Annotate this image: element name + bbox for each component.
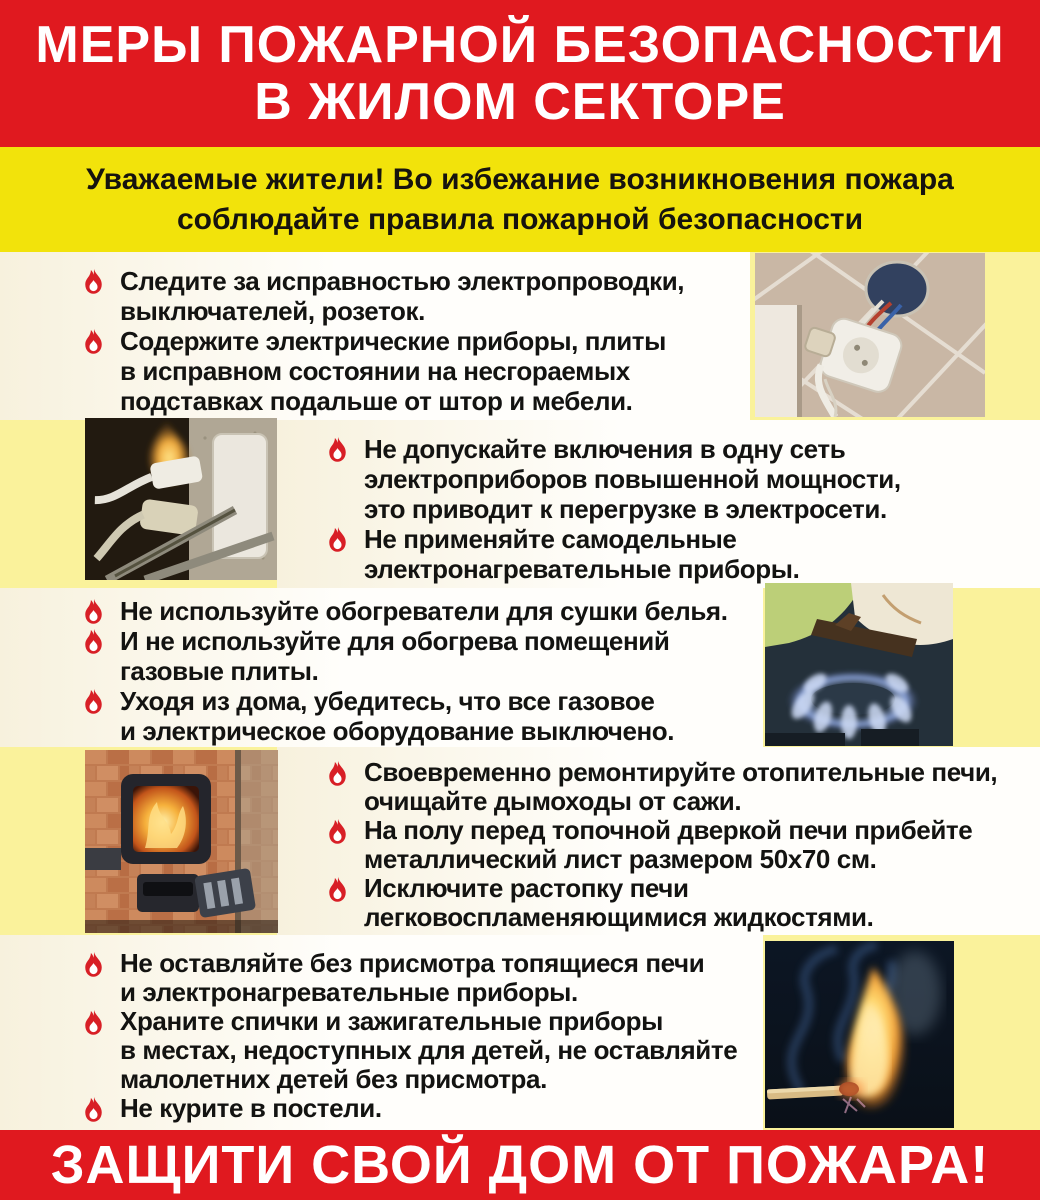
list-item	[326, 434, 901, 464]
overloaded-outlet-photo	[85, 418, 277, 580]
brick-stove-photo	[85, 750, 278, 933]
rule-text: малолетних детей без присмотра.	[120, 1064, 547, 1094]
flame-bullet-icon	[326, 526, 349, 553]
poster-header	[0, 0, 1040, 147]
poster-footer	[0, 1130, 1040, 1200]
subheader-line-2: соблюдайте правила пожарной безопасности	[176, 203, 864, 236]
rule-text: и электронагревательные приборы.	[120, 977, 578, 1007]
rule-text: Следите за исправностью электропроводки,	[120, 266, 685, 296]
rule-text: это приводит к перегрузке в электросети.	[364, 494, 887, 524]
hanging-socket-photo	[755, 253, 985, 417]
rule-text: Не допускайте включения в одну сеть	[364, 434, 846, 464]
list-item	[82, 266, 684, 296]
list-item	[82, 1007, 737, 1036]
list-item	[326, 464, 901, 494]
list-item	[326, 874, 997, 903]
footer-text: ЗАЩИТИ СВОЙ ДОМ ОТ ПОЖАРА!	[50, 1135, 990, 1195]
rule-text: Содержите электрические приборы, плиты	[120, 326, 666, 356]
rule-text: На полу перед топочной дверкой печи прибейте	[364, 815, 973, 845]
subheader-line-1: Уважаемые жители! Во избежание возникновения пожара	[86, 163, 954, 196]
rules-list-1	[82, 266, 684, 416]
rule-text: Не применяйте самодельные	[364, 524, 737, 554]
list-item	[326, 845, 997, 874]
rule-text: очищайте дымоходы от сажи.	[364, 786, 742, 816]
rule-text: и электрическое оборудование выключено.	[120, 716, 675, 746]
rule-text: электроприборов повышенной мощности,	[364, 464, 901, 494]
rules-list-5	[82, 949, 737, 1123]
list-item	[326, 524, 901, 554]
rules-list-3	[82, 596, 728, 746]
subheader-band	[0, 147, 1040, 252]
rule-text: Храните спички и зажигательные приборы	[120, 1006, 663, 1036]
rule-text: легковоспламеняющимися жидкостями.	[364, 902, 874, 932]
list-item	[82, 978, 737, 1007]
list-item	[82, 1094, 737, 1123]
list-item	[326, 816, 997, 845]
list-item	[82, 716, 728, 746]
rules-list-2	[326, 434, 901, 584]
rule-text: газовые плиты.	[120, 656, 319, 686]
flame-bullet-icon	[82, 1009, 105, 1036]
list-item	[82, 596, 728, 626]
poster-body	[0, 252, 1040, 1130]
flame-bullet-icon	[82, 268, 105, 295]
rule-text: Не курите в постели.	[120, 1093, 382, 1123]
list-item	[326, 758, 997, 787]
list-item	[326, 903, 997, 932]
flame-bullet-icon	[326, 436, 349, 463]
list-item	[82, 386, 684, 416]
rule-text: выключателей, розеток.	[120, 296, 425, 326]
list-item	[326, 787, 997, 816]
rule-text: Исключите растопку печи	[364, 873, 689, 903]
rule-text: в местах, недоступных для детей, не оставляйте	[120, 1035, 738, 1065]
flame-bullet-icon	[82, 628, 105, 655]
list-item	[82, 686, 728, 716]
rule-text: Уходя из дома, убедитесь, что все газовое	[120, 686, 655, 716]
flame-bullet-icon	[82, 328, 105, 355]
rules-list-4	[326, 758, 997, 932]
list-item	[82, 296, 684, 326]
rule-text: подставках подальше от штор и мебели.	[120, 386, 633, 416]
rule-text: И не используйте для обогрева помещений	[120, 626, 670, 656]
rule-text: Своевременно ремонтируйте отопительные печи,	[364, 757, 998, 787]
flame-bullet-icon	[326, 818, 349, 845]
flame-bullet-icon	[82, 951, 105, 978]
gas-burner-photo	[765, 583, 953, 746]
flame-bullet-icon	[82, 688, 105, 715]
list-item	[82, 356, 684, 386]
rule-text: в исправном состоянии на несгораемых	[120, 356, 630, 386]
rule-text: Не оставляйте без присмотра топящиеся печи	[120, 948, 705, 978]
list-item	[82, 656, 728, 686]
header-line-2: В ЖИЛОМ СЕКТОРЕ	[254, 73, 786, 131]
burning-match-photo	[765, 941, 954, 1128]
rule-text: электронагревательные приборы.	[364, 554, 800, 584]
flame-bullet-icon	[326, 876, 349, 903]
list-item	[326, 554, 901, 584]
list-item	[82, 949, 737, 978]
list-item	[326, 494, 901, 524]
rule-text: Не используйте обогреватели для сушки белья.	[120, 596, 728, 626]
flame-bullet-icon	[82, 598, 105, 625]
flame-bullet-icon	[82, 1096, 105, 1123]
flame-bullet-icon	[326, 760, 349, 787]
list-item	[82, 1065, 737, 1094]
list-item	[82, 326, 684, 356]
header-line-1: МЕРЫ ПОЖАРНОЙ БЕЗОПАСНОСТИ	[35, 16, 1005, 74]
list-item	[82, 1036, 737, 1065]
list-item	[82, 626, 728, 656]
rule-text: металлический лист размером 50х70 см.	[364, 844, 877, 874]
